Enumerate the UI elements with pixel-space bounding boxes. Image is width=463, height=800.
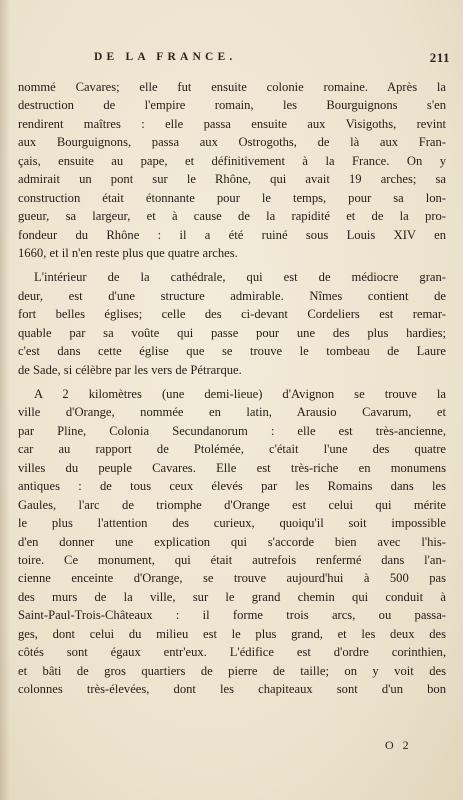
text-line: 1660, et il n'en reste plus que quatre arches.	[18, 245, 238, 260]
text-line: quable par sa voûte qui passe pour une des plus hardies;	[18, 325, 446, 340]
body-text	[18, 78, 446, 698]
text-line: fort belles églises; celle des ci-devant Cordeliers est remar-	[18, 307, 446, 322]
text-line: antiques : de tous ceux élevés par les Romains dans les	[18, 479, 446, 494]
text-line: fondeur du Rhône : il a été ruiné sous Louis XIV en	[18, 227, 446, 242]
text-line: le plus l'attention des curieux, quoiqu'il soit impossible	[18, 516, 446, 531]
text-line: gueur, sa largeur, et à cause de la rapidité et de la pro-	[18, 209, 446, 224]
text-line: L'intérieur de la cathédrale, qui est de médiocre gran-	[34, 270, 446, 285]
gutter-shadow	[0, 0, 10, 800]
text-line: Gaules, l'arc de triomphe d'Orange est celui qui mérite	[18, 497, 446, 512]
text-line: rendirent maîtres : elle passa ensuite aux Visigoths, revint	[18, 116, 446, 131]
text-line: colonnes très-élevées, dont les chapiteaux sont d'un bon	[18, 682, 446, 696]
text-line: A 2 kilomètres (une demi-lieue) d'Avignon se trouve la	[34, 387, 446, 401]
text-line: toire. Ce monument, qui était autrefois renfermé dans l'an-	[18, 552, 446, 567]
text-line: ges, dont celui du milieu est le plus grand, et les deux des	[18, 626, 446, 641]
text-line: cienne enceinte d'Orange, se trouve aujourd'hui à 500 pas	[18, 571, 446, 586]
text-line: admirait un pont sur le Rhône, qui avait 19 arches; sa	[18, 172, 446, 187]
text-line: çais, ensuite au pape, et définitivement à la France. On y	[18, 153, 446, 168]
text-line: des murs de la ville, sur le grand chemin qui conduit à	[18, 589, 446, 604]
text-line: côtés sont égaux entr'eux. L'édifice est d'ordre corinthien,	[18, 645, 446, 660]
running-head: DE LA FRANCE.	[94, 51, 237, 63]
text-line: villes du peuple Cavares. Elle est très-riche en monumens	[18, 460, 446, 475]
text-line: d'en donner une explication qui s'accorde bien avec l'his-	[18, 534, 446, 549]
text-line: construction était étonnante pour le temps, pour sa lon-	[18, 190, 446, 205]
text-line: par Pline, Colonia Secundanorum : elle est très-ancienne,	[18, 423, 446, 438]
text-line: de Sade, si célèbre par les vers de Pétrarque.	[18, 362, 242, 377]
text-line: aux Bourguignons, passa aux Ostrogoths, de là aux Fran-	[18, 135, 446, 150]
signature-mark: O 2	[385, 738, 412, 752]
text-line: deur, est d'une structure admirable. Nîmes contient de	[18, 288, 446, 303]
text-line: c'est dans cette église que se trouve le tombeau de Laure	[18, 344, 446, 359]
page-number: 211	[429, 50, 450, 65]
page-header	[20, 51, 450, 69]
text-line: car au rapport de Ptolémée, c'était l'une des quatre	[18, 442, 446, 457]
text-line: destruction de l'empire romain, les Bourguignons s'en	[18, 98, 446, 113]
text-line: Saint-Paul-Trois-Châteaux : il forme trois arcs, ou passa-	[18, 608, 446, 623]
text-line: nommé Cavares; elle fut ensuite colonie romaine. Après la	[18, 80, 446, 94]
text-line: ville d'Orange, nommée en latin, Arausio Cavarum, et	[18, 405, 446, 420]
text-line: et bâti de gros quartiers de pierre de taille; on y voit des	[18, 663, 446, 678]
